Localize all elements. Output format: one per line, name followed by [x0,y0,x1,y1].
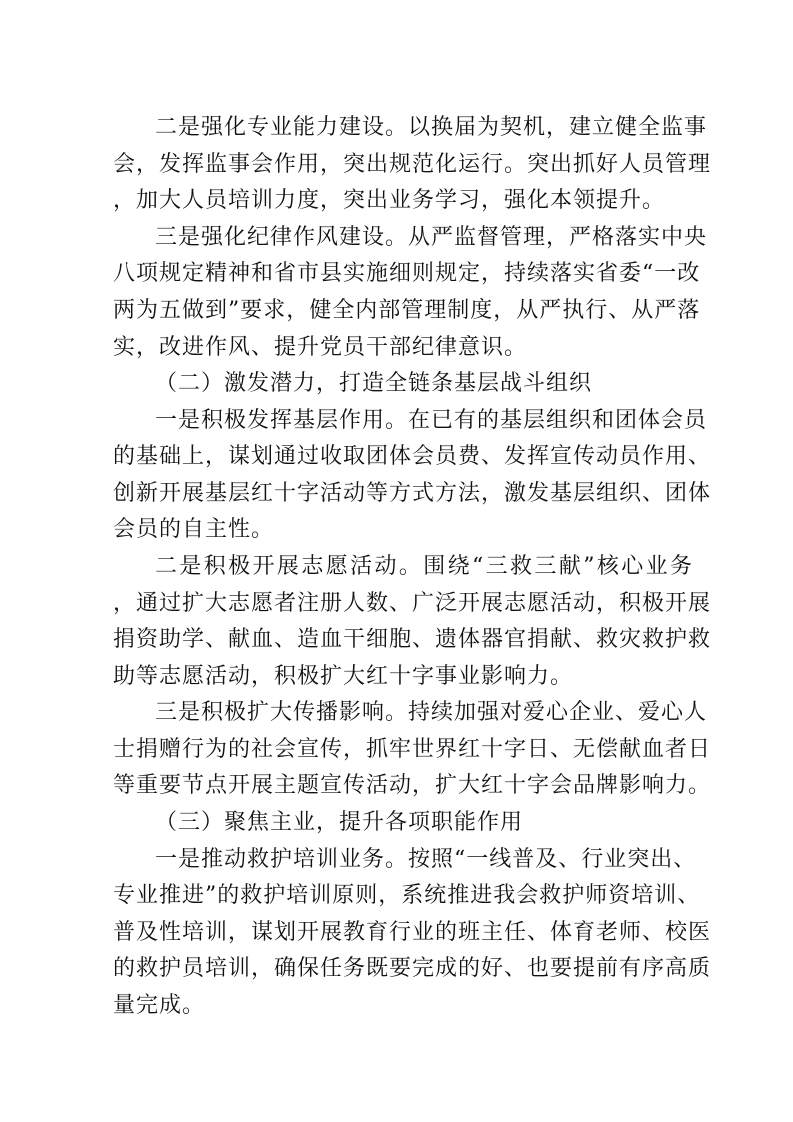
para-4-line-2: ，通过扩大志愿者注册人数、广泛开展志愿活动，积极开展 [113,591,712,616]
para-1-line-1: 二是强化专业能力建设。以换届为契机，建立健全监事 [155,115,708,140]
para-2-line-2: 八项规定精神和省市县实施细则规定，持续落实省委“一改 [113,261,701,286]
para-5-line-2: 士捐赠行为的社会宣传，抓牢世界红十字日、无偿献血者日 [113,737,712,762]
para-2-line-4: 实，改进作风、提升党员干部纪律意识。 [113,335,528,360]
para-6-line-5: 量完成。 [113,993,206,1018]
para-6-line-3: 普及性培训，谋划开展教育行业的班主任、体育老师、校医 [113,920,712,945]
para-4-line-4: 助等志愿活动，积极扩大红十字事业影响力。 [113,664,574,689]
para-6-line-4: 的救护员培训，确保任务既要完成的好、也要提前有序高质 [113,956,712,981]
para-6-line-2: 专业推进”的救护培训原则，系统推进我会救护师资培训、 [113,883,701,908]
para-3-line-3: 创新开展基层红十字活动等方式方法，激发基层组织、团体 [113,481,712,506]
para-5-line-3: 等重要节点开展主题宣传活动，扩大红十字会品牌影响力。 [113,773,712,798]
para-5-line-1: 三是积极扩大传播影响。持续加强对爱心企业、爱心人 [155,700,708,725]
section-heading-3: （三）聚焦主业，提升各项职能作用 [155,810,524,835]
para-2-line-3: 两为五做到”要求，健全内部管理制度，从严执行、从严落 [113,298,701,323]
para-4-line-3: 捐资助学、献血、造血干细胞、遗体器官捐献、救灾救护救 [113,627,712,652]
para-1-line-2: 会，发挥监事会作用，突出规范化运行。突出抓好人员管理 [113,152,712,177]
section-heading-2: （二）激发潜力，打造全链条基层战斗组织 [155,371,593,396]
para-1-line-3: ，加大人员培训力度，突出业务学习，强化本领提升。 [113,188,666,213]
para-2-line-1: 三是强化纪律作风建设。从严监督管理，严格落实中央 [155,225,708,250]
para-3-line-4: 会员的自主性。 [113,517,275,542]
para-3-line-2: 的基础上，谋划通过收取团体会员费、发挥宣传动员作用、 [113,444,712,469]
para-3-line-1: 一是积极发挥基层作用。在已有的基层组织和团体会员 [155,408,708,433]
para-4-line-1: 二是积极开展志愿活动。围绕“三救三献”核心业务 [155,554,693,579]
para-6-line-1: 一是推动救护培训业务。按照“一线普及、行业突出、 [155,847,697,872]
